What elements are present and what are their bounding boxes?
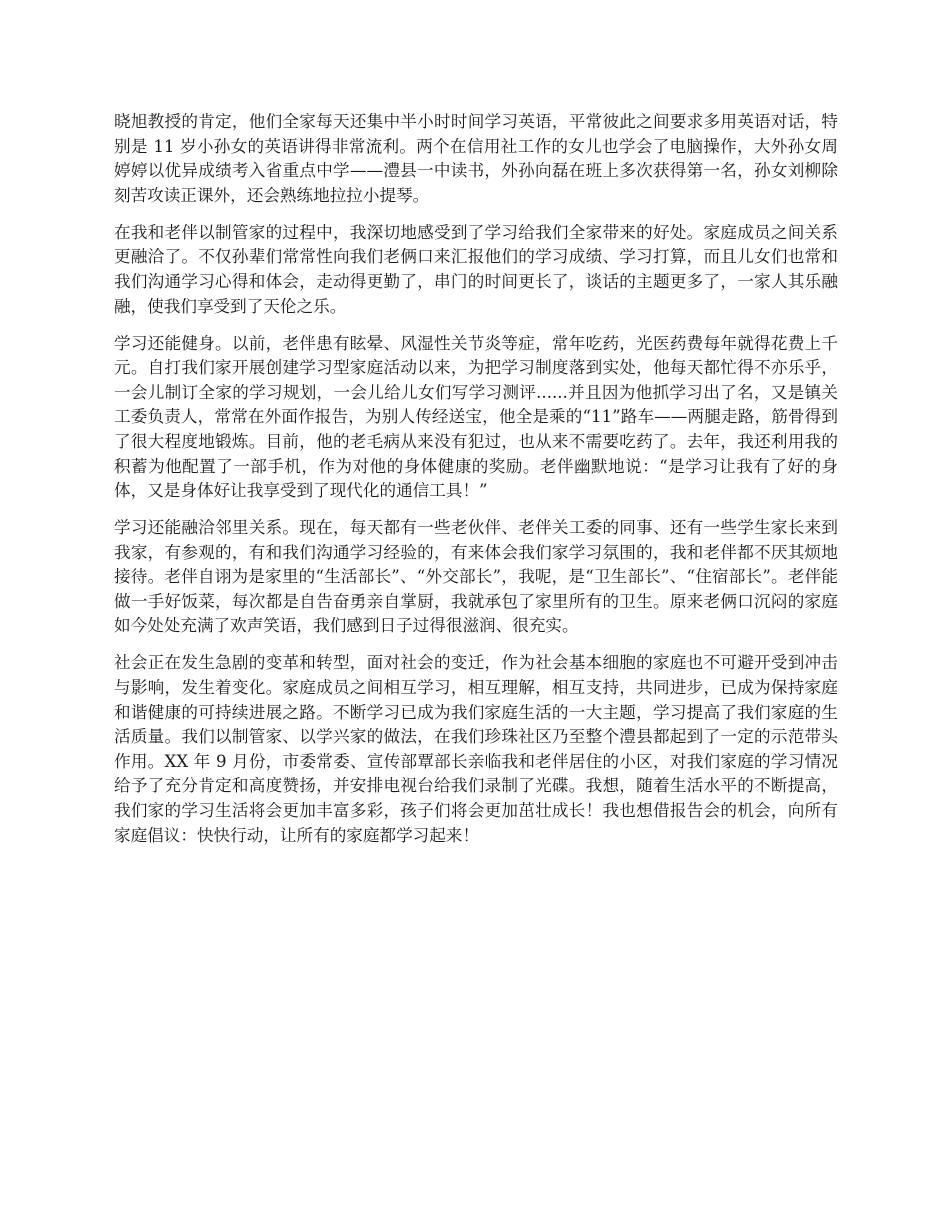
document-body	[114, 110, 838, 861]
paragraph-neighbors: 学习还能融洽邻里关系。现在，每天都有一些老伙伴、老伴关工委的同事、还有一些学生家长来到我家，有参观的，有和我们沟通学习经验的，有来体会我们家学习氛围的，我和老伴都不厌其烦地接待。老伴自诩为是家里的“生活部长”、“外交部长”，我呢，是“卫生部长”、“住宿部长”。老伴能做一手好饭菜，每次都是自告奋勇亲自掌厨，我就承包了家里所有的卫生。原来老俩口沉闷的家庭如今处处充满了欢声笑语，我们感到日子过得很滋润、很充实。	[114, 518, 838, 636]
paragraph-english-study: 晓旭教授的肯定，他们全家每天还集中半小时时间学习英语，平常彼此之间要求多用英语对话，特别是 11 岁小孙女的英语讲得非常流利。两个在信用社工作的女儿也学会了电脑操作，大外孙女周婷婷以优异成绩考入省重点中学——澧县一中读书，外孙向磊在班上多次获得第一名，孙女刘柳除刻苦攻读正课外，还会熟练地拉拉小提琴。	[114, 112, 838, 205]
paragraph-health: 学习还能健身。以前，老伴患有眩晕、风湿性关节炎等症，常年吃药，光医药费每年就得花费上千元。自打我们家开展创建学习型家庭活动以来，为把学习制度落到实处，他每天都忙得不亦乐乎，一会儿制订全家的学习规划，一会儿给儿女们写学习测评......并且因为他抓学习出了名，又是镇关工委负责人，常常在外面作报告，为别人传经送宝，他全是乘的“11”路车——两腿走路，筋骨得到了很大程度地锻炼。目前，他的老毛病从来没有犯过，也从来不需要吃药了。去年，我还利用我的积蓄为他配置了一部手机，作为对他的身体健康的奖励。老伴幽默地说：“是学习让我有了好的身体，又是身体好让我享受到了现代化的通信工具！”	[114, 333, 838, 501]
paragraph-conclusion: 社会正在发生急剧的变革和转型，面对社会的变迁，作为社会基本细胞的家庭也不可避开受到冲击与影响，发生着变化。家庭成员之间相互学习，相互理解，相互支持，共同进步，已成为保持家庭和谐健康的可持续进展之路。不断学习已成为我们家庭生活的一大主题，学习提高了我们家庭的生活质量。我们以制管家、以学兴家的做法，在我们珍珠社区乃至整个澧县都起到了一定的示范带头作用。XX 年 9 月份，市委常委、宣传部覃部长亲临我和老伴居住的小区，对我们家庭的学习情况给予了充分肯定和高度赞扬，并安排电视台给我们录制了光碟。我想，随着生活水平的不断提高，我们家的学习生活将会更加丰富多彩，孩子们将会更加茁壮成长！我也想借报告会的机会，向所有家庭倡议：快快行动，让所有的家庭都学习起来！	[114, 653, 838, 845]
paragraph-family-harmony: 在我和老伴以制管家的过程中，我深切地感受到了学习给我们全家带来的好处。家庭成员之间关系更融洽了。不仅孙辈们常常性向我们老俩口来汇报他们的学习成绩、学习打算，而且儿女们也常和我们沟通学习心得和体会，走动得更勤了，串门的时间更长了，谈话的主题更多了，一家人其乐融融，使我们享受到了天伦之乐。	[114, 222, 838, 316]
